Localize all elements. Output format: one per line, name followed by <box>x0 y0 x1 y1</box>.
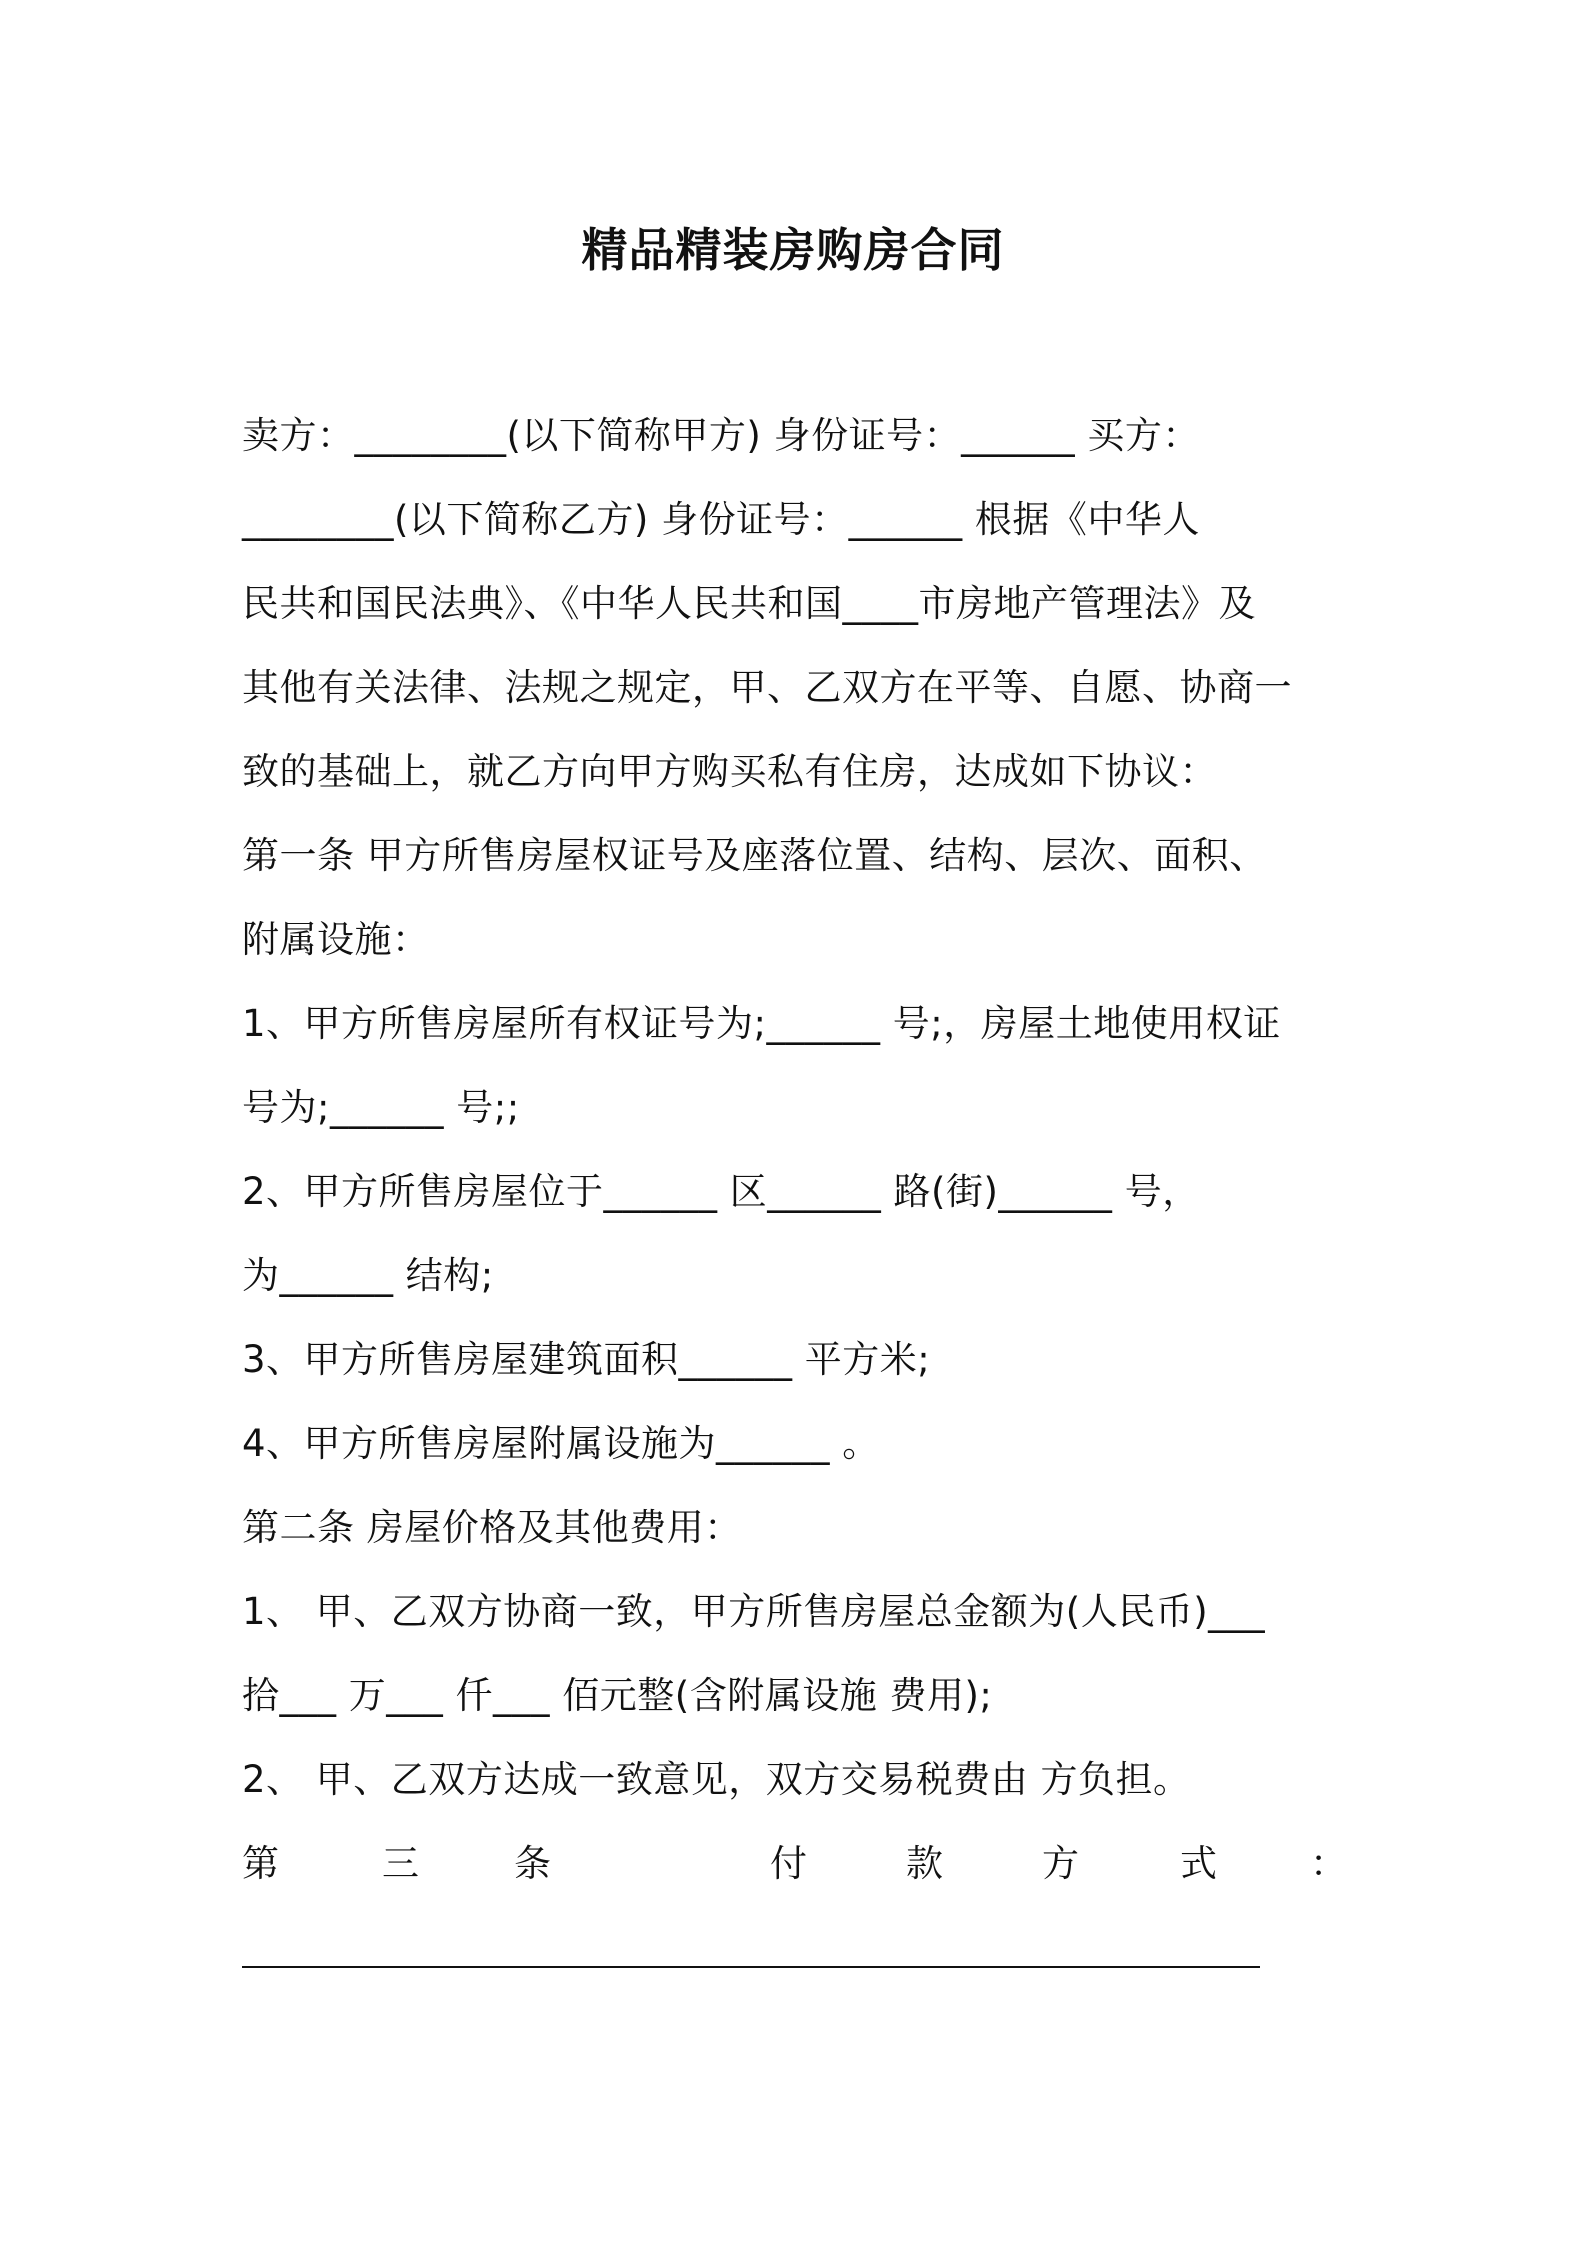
article-3-char: 付 <box>770 1842 807 1885</box>
article-1-heading: 第一条 甲方所售房屋权证号及座落位置、结构、层次、面积、 <box>242 834 1267 877</box>
article-3-char: 式 <box>1180 1842 1217 1885</box>
clause-2-2: 2、 甲、乙双方达成一致意见，双方交易税费由 方负担。 <box>242 1758 1191 1801</box>
article-3-char: 第 <box>242 1842 279 1885</box>
contract-line-4: 其他有关法律、法规之规定，甲、乙双方在平等、自愿、协商一 <box>242 666 1292 709</box>
article-3-char: 款 <box>906 1842 943 1885</box>
article-3-char: 方 <box>1042 1842 1079 1885</box>
article-3-char: 三 <box>382 1842 419 1885</box>
clause-2-1-cont: 拾___ 万___ 仟___ 佰元整(含附属设施 费用); <box>242 1674 993 1717</box>
document-title: 精品精装房购房合同 <box>581 223 1005 277</box>
clause-2-1: 1、 甲、乙双方协商一致，甲方所售房屋总金额为(人民币)___ <box>242 1590 1266 1633</box>
clause-1-1: 1、甲方所售房屋所有权证号为;______ 号;，房屋土地使用权证 <box>242 1002 1281 1045</box>
contract-line-2: ________(以下简称乙方) 身份证号：______ 根据《中华人 <box>242 498 1200 541</box>
clause-1-2: 2、甲方所售房屋位于______ 区______ 路(街)______ 号， <box>242 1170 1200 1213</box>
clause-1-2-cont: 为______ 结构; <box>242 1254 494 1297</box>
clause-1-4: 4、甲方所售房屋附属设施为______ 。 <box>242 1422 880 1465</box>
article-3-char: 条 <box>514 1842 551 1885</box>
article-3-char: ： <box>1310 1842 1347 1885</box>
contract-line-3: 民共和国民法典》、《中华人民共和国____市房地产管理法》及 <box>242 582 1256 625</box>
contract-line-1: 卖方：________(以下简称甲方) 身份证号：______ 买方： <box>242 414 1200 457</box>
article-2-heading: 第二条 房屋价格及其他费用： <box>242 1506 742 1549</box>
payment-fill-in-line <box>242 1966 1260 1968</box>
article-1-heading-cont: 附属设施： <box>242 918 430 961</box>
clause-1-1-cont: 号为;______ 号;; <box>242 1086 520 1129</box>
clause-1-3: 3、甲方所售房屋建筑面积______ 平方米; <box>242 1338 931 1381</box>
contract-line-5: 致的基础上，就乙方向甲方购买私有住房，达成如下协议： <box>242 750 1217 793</box>
